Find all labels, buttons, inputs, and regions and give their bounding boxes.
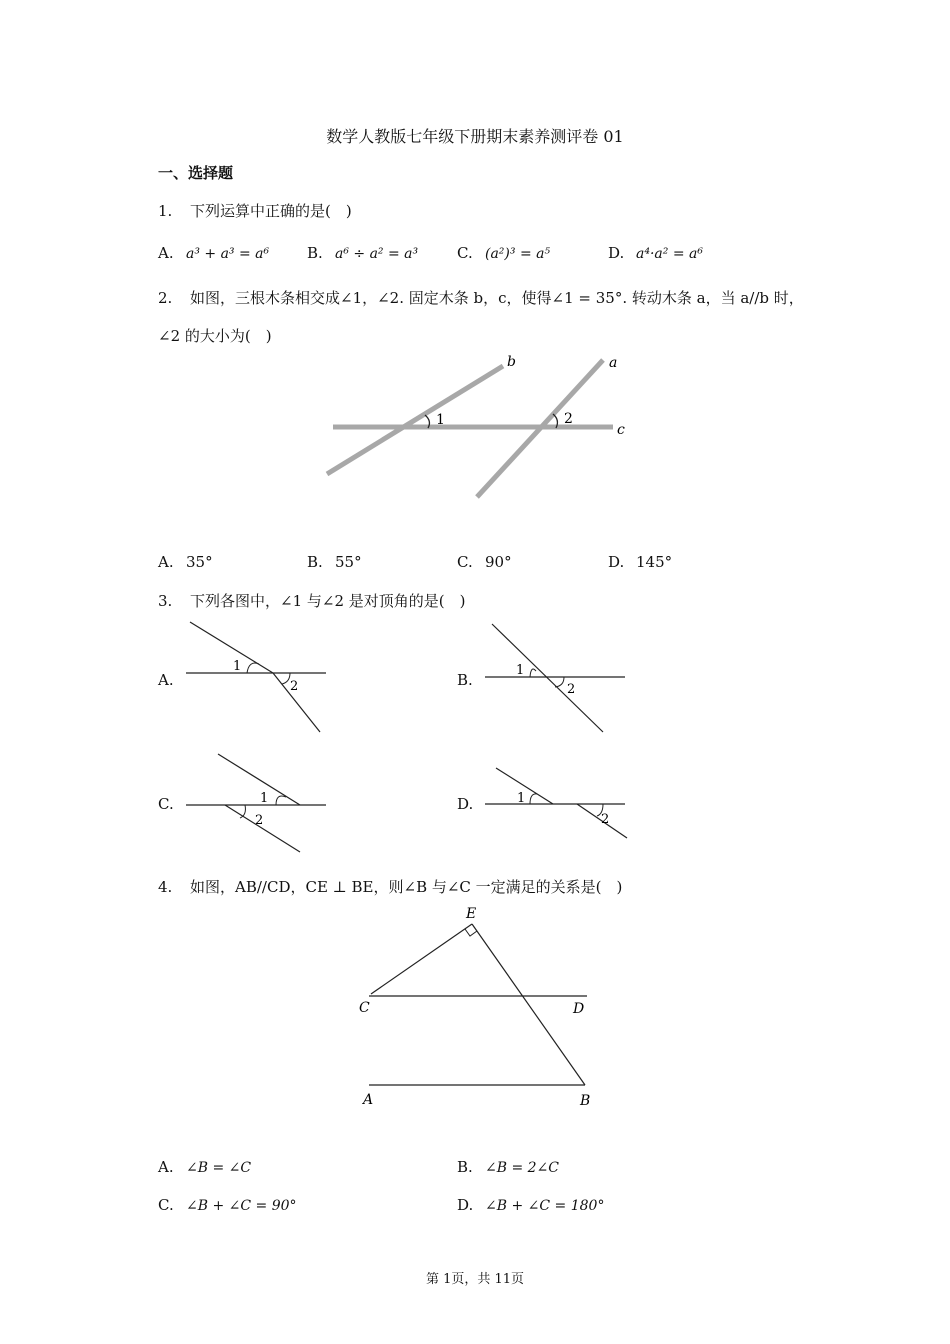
question-stem: 下列运算中正确的是( ) [190, 202, 352, 220]
option-text: 55° [335, 553, 362, 571]
option-text: ∠B = 2∠C [485, 1160, 559, 1176]
segment-eb [472, 924, 585, 1085]
option-text: 35° [186, 553, 213, 571]
section-heading: 一、选择题 [158, 164, 234, 182]
option-text: 90° [485, 553, 512, 571]
angle-1-label: 1 [517, 791, 526, 806]
q3-option-d-label: D. [457, 795, 474, 813]
option-text: a⁶ ÷ a² = a³ [335, 246, 419, 262]
angle-2-label: 2 [290, 679, 299, 694]
angle-1-label: 1 [436, 412, 445, 428]
angle-2-label: 2 [564, 411, 573, 427]
question-number: 4. [158, 878, 173, 896]
q4-option-c [158, 1196, 297, 1214]
q3-option-a-label: A. [158, 671, 174, 689]
option-label: C. [158, 1196, 174, 1214]
label-e: E [466, 906, 477, 922]
option-label: C. [457, 244, 473, 262]
right-angle-mark [465, 929, 477, 936]
question-number: 1. [158, 202, 173, 220]
label-b: b [507, 354, 516, 370]
option-label: A. [158, 244, 174, 262]
option-text: ∠B = ∠C [186, 1160, 252, 1176]
label-c: c [617, 422, 625, 438]
option-label: D. [608, 244, 625, 262]
q3-option-b-label: B. [457, 671, 473, 689]
question-number: 3. [158, 592, 173, 610]
angle-2-label: 2 [255, 813, 264, 828]
angle-2-label: 2 [567, 682, 576, 697]
question-stem: 如图，AB//CD，CE ⊥ BE，则∠B 与∠C 一定满足的关系是( ) [190, 878, 623, 896]
q4-option-d [457, 1196, 604, 1214]
option-label: B. [457, 1158, 473, 1176]
angle-2-label: 2 [601, 812, 610, 827]
option-text: 145° [636, 553, 673, 571]
option-label: A. [158, 553, 174, 571]
option-text: a³ + a³ = a⁶ [186, 246, 270, 262]
angle-1-label: 1 [516, 663, 525, 678]
label-a: a [609, 355, 618, 371]
question-2-line2: ∠2 的大小为( ) [158, 327, 272, 345]
page-footer: 第 1页，共 11页 [425, 1272, 525, 1287]
label-d: D [573, 1001, 585, 1017]
option-text: a⁴·a² = a⁶ [636, 246, 703, 262]
question-number: 2. [158, 289, 173, 307]
question-stem: 下列各图中，∠1 与∠2 是对顶角的是( ) [190, 592, 466, 610]
q4-option-b [457, 1158, 559, 1176]
question-stem: 如图，三根木条相交成∠1，∠2. 固定木条 b，c，使得∠1 = 35°. 转动木条 a，当 a//b 时， [190, 289, 804, 307]
page-title: 数学人教版七年级下册期末素养测评卷 01 [326, 127, 624, 146]
option-text: ∠B + ∠C = 180° [485, 1198, 605, 1214]
segment-ce [371, 924, 472, 994]
label-c: C [359, 1000, 370, 1016]
option-label: A. [158, 1158, 174, 1176]
q3-option-c-label: C. [158, 795, 174, 813]
option-label: C. [457, 553, 473, 571]
option-label: B. [307, 244, 323, 262]
option-label: D. [457, 1196, 474, 1214]
label-a: A [363, 1092, 374, 1108]
angle-1-label: 1 [260, 791, 269, 806]
option-text: ∠B + ∠C = 90° [186, 1198, 297, 1214]
option-label: B. [307, 553, 323, 571]
angle-1-label: 1 [233, 659, 242, 674]
option-text: (a²)³ = a⁵ [485, 246, 551, 262]
option-label: D. [608, 553, 625, 571]
label-b: B [580, 1093, 591, 1109]
q4-option-a [158, 1158, 251, 1176]
